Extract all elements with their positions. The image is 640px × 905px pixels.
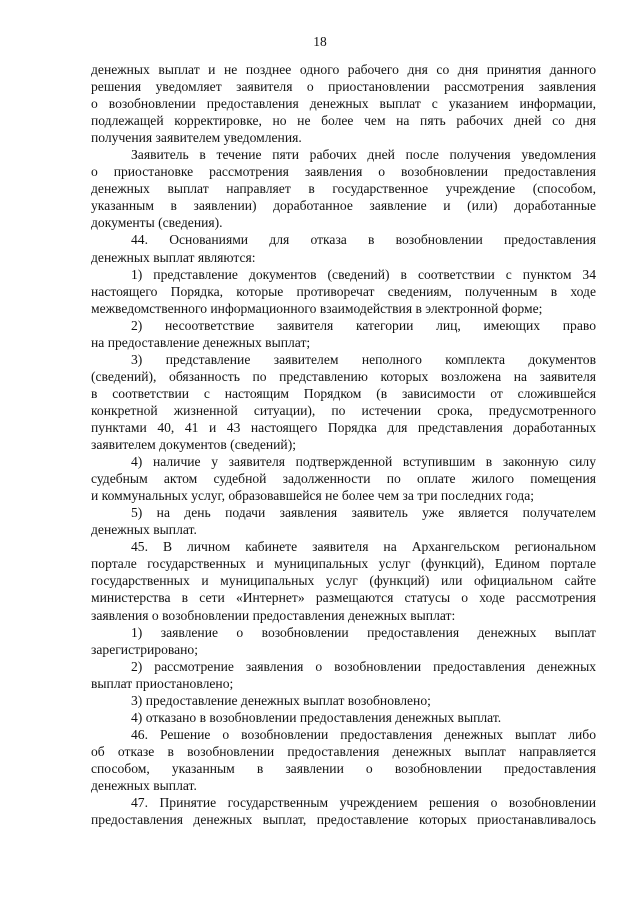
text-line: в соответствии с настоящим Порядком (в зависимости от сложившейся (91, 385, 596, 401)
text-line: способом, указанным в заявлении о возобновлении предоставления (91, 760, 596, 776)
text-line: портале государственных и муниципальных услуг (функций), Едином портале (91, 556, 596, 572)
text-line: получения заявителем уведомления. (91, 130, 302, 146)
text-line: и коммунальных услуг, образовавшейся не более чем за три последних года; (91, 488, 535, 504)
text-line: заявления о возобновлении предоставления денежных выплат: (91, 607, 456, 623)
text-line: указанным в заявлении) доработанное заявление и (или) доработанные (91, 198, 596, 214)
text-line: 1) представление документов (сведений) в соответствии с пунктом 34 (131, 266, 596, 282)
text-line: межведомственного информационного взаимодействия в электронной форме; (91, 300, 543, 316)
text-line: пунктами 40, 41 и 43 настоящего Порядка для представления доработанных (91, 419, 596, 435)
document-body (91, 61, 596, 828)
text-line: 5) на день подачи заявления заявитель уже является получателем (131, 505, 596, 521)
text-line: 45. В личном кабинете заявителя на Архангельском региональном (131, 539, 596, 555)
text-line: 4) наличие у заявителя подтвержденной вступившим в законную силу (131, 454, 596, 470)
text-line: подлежащей корректировке, но не более чем на пять рабочих дней со дня (91, 113, 596, 129)
text-line: Заявитель в течение пяти рабочих дней после получения уведомления (131, 147, 596, 163)
text-line: (сведений), обязанность по представлению которых возложена на заявителя (91, 368, 596, 384)
text-line: 2) несоответствие заявителя категории лиц, имеющих право (131, 317, 596, 333)
text-line: 4) отказано в возобновлении предоставления денежных выплат. (131, 709, 502, 725)
text-line: настоящего Порядка, которые противоречат сведениям, полученным в ходе (91, 283, 596, 299)
text-line: денежных выплат. (91, 777, 197, 793)
text-line: министерства в сети «Интернет» размещаются статусы о ходе рассмотрения (91, 590, 596, 606)
text-line: государственных и муниципальных услуг (функций) или официальном сайте (91, 573, 596, 589)
text-line: 44. Основаниями для отказа в возобновлении предоставления (131, 232, 596, 248)
text-line: денежных выплат являются: (91, 249, 256, 265)
text-line: об отказе в возобновлении предоставления денежных выплат направляется (91, 743, 596, 759)
text-line: 47. Принятие государственным учреждением решения о возобновлении (131, 795, 596, 811)
text-line: предоставления денежных выплат, предоставление которых приостанавливалось (91, 812, 596, 828)
text-line: конкретной жизненной ситуации), по истечении срока, предусмотренного (91, 402, 596, 418)
text-line: денежных выплат. (91, 522, 197, 538)
text-line: судебным актом судебной задолженности по оплате жилого помещения (91, 471, 596, 487)
text-line: документы (сведения). (91, 215, 223, 231)
text-line: выплат приостановлено; (91, 675, 234, 691)
text-line: заявителем документов (сведений); (91, 437, 297, 453)
text-line: решения уведомляет заявителя о приостановлении рассмотрения заявления (91, 79, 596, 95)
text-line: о возобновлении предоставления денежных выплат с указанием информации, (91, 96, 596, 112)
text-line: 1) заявление о возобновлении предоставления денежных выплат (131, 624, 596, 640)
text-line: 46. Решение о возобновлении предоставления денежных выплат либо (131, 726, 596, 742)
text-line: 3) предоставление денежных выплат возобновлено; (131, 692, 431, 708)
text-line: денежных выплат направляет в государственное учреждение (способом, (91, 181, 596, 197)
text-line: 3) представление заявителем неполного комплекта документов (131, 351, 596, 367)
text-line: 2) рассмотрение заявления о возобновлении предоставления денежных (131, 658, 596, 674)
text-line: о приостановке рассмотрения заявления о возобновлении предоставления (91, 164, 596, 180)
text-line: зарегистрировано; (91, 641, 199, 657)
text-line: денежных выплат и не позднее одного рабочего дня со дня принятия данного (91, 62, 596, 77)
text-line: на предоставление денежных выплат; (91, 334, 311, 350)
page-number: 18 (313, 34, 327, 49)
